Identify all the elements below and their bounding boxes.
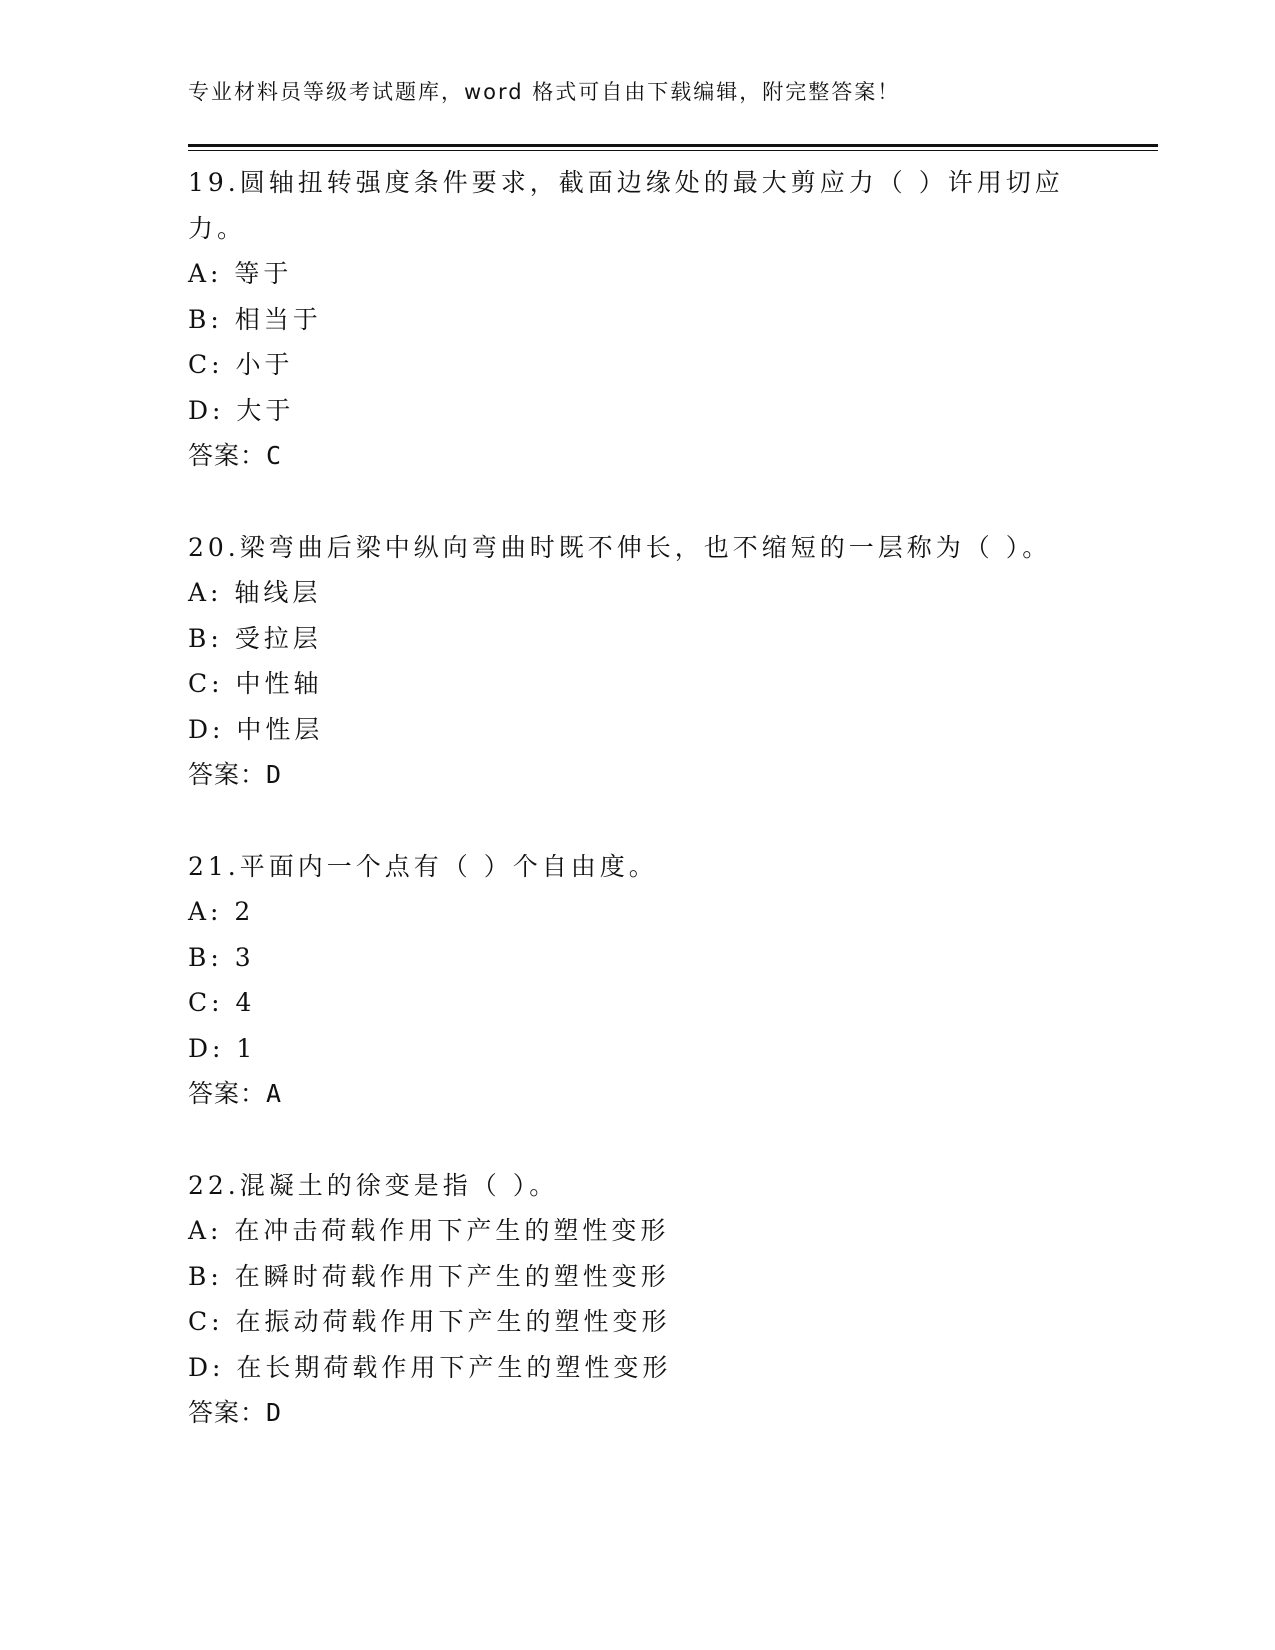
question-19 <box>188 160 1068 479</box>
question-20 <box>188 525 1068 798</box>
answer-value: A <box>266 1079 283 1108</box>
answer-line <box>188 752 1068 798</box>
option-d: D: 大于 <box>188 395 295 425</box>
option-c: C: 4 <box>188 988 256 1017</box>
question-21 <box>188 844 1068 1117</box>
option-a: A: 2 <box>188 897 255 926</box>
question-stem: 21.平面内一个点有（ ）个自由度。 <box>188 851 658 881</box>
question-stem: 22.混凝土的徐变是指（ ）。 <box>188 1170 559 1200</box>
answer-label: 答案： <box>188 1079 267 1108</box>
answer-value: C <box>266 441 283 470</box>
option-d: D: 中性层 <box>188 714 324 744</box>
option-d: D: 1 <box>188 1033 257 1063</box>
answer-label: 答案： <box>188 1398 267 1427</box>
option-a: A: 等于 <box>188 259 293 288</box>
option-c: C: 小于 <box>188 350 294 379</box>
answer-value: D <box>266 1398 283 1427</box>
answer-line <box>188 1071 1068 1117</box>
answer-label: 答案： <box>188 441 267 470</box>
header-rule-thin <box>188 150 1158 151</box>
option-d: D: 在长期荷载作用下产生的塑性变形 <box>188 1352 672 1382</box>
question-stem: 19.圆轴扭转强度条件要求，截面边缘处的最大剪应力（ ）许用切应力。 <box>188 168 1064 243</box>
answer-line <box>188 1390 1068 1436</box>
option-b: B: 受拉层 <box>188 623 322 653</box>
option-b: B: 3 <box>188 942 255 972</box>
header-rule-thick <box>188 144 1158 147</box>
option-b: B: 在瞬时荷载作用下产生的塑性变形 <box>188 1261 670 1291</box>
option-a: A: 在冲击荷载作用下产生的塑性变形 <box>188 1216 670 1245</box>
page-header: 专业材料员等级考试题库，word 格式可自由下载编辑，附完整答案！ <box>188 80 901 104</box>
answer-value: D <box>266 760 283 789</box>
option-c: C: 在振动荷载作用下产生的塑性变形 <box>188 1307 671 1336</box>
question-22 <box>188 1163 1068 1436</box>
question-stem: 20.梁弯曲后梁中纵向弯曲时既不伸长，也不缩短的一层称为（ ）。 <box>188 532 1052 562</box>
answer-label: 答案： <box>188 760 267 789</box>
answer-line <box>188 433 1068 479</box>
option-b: B: 相当于 <box>188 304 322 334</box>
option-a: A: 轴线层 <box>188 578 322 607</box>
question-list <box>188 160 1068 1482</box>
option-c: C: 中性轴 <box>188 669 323 698</box>
